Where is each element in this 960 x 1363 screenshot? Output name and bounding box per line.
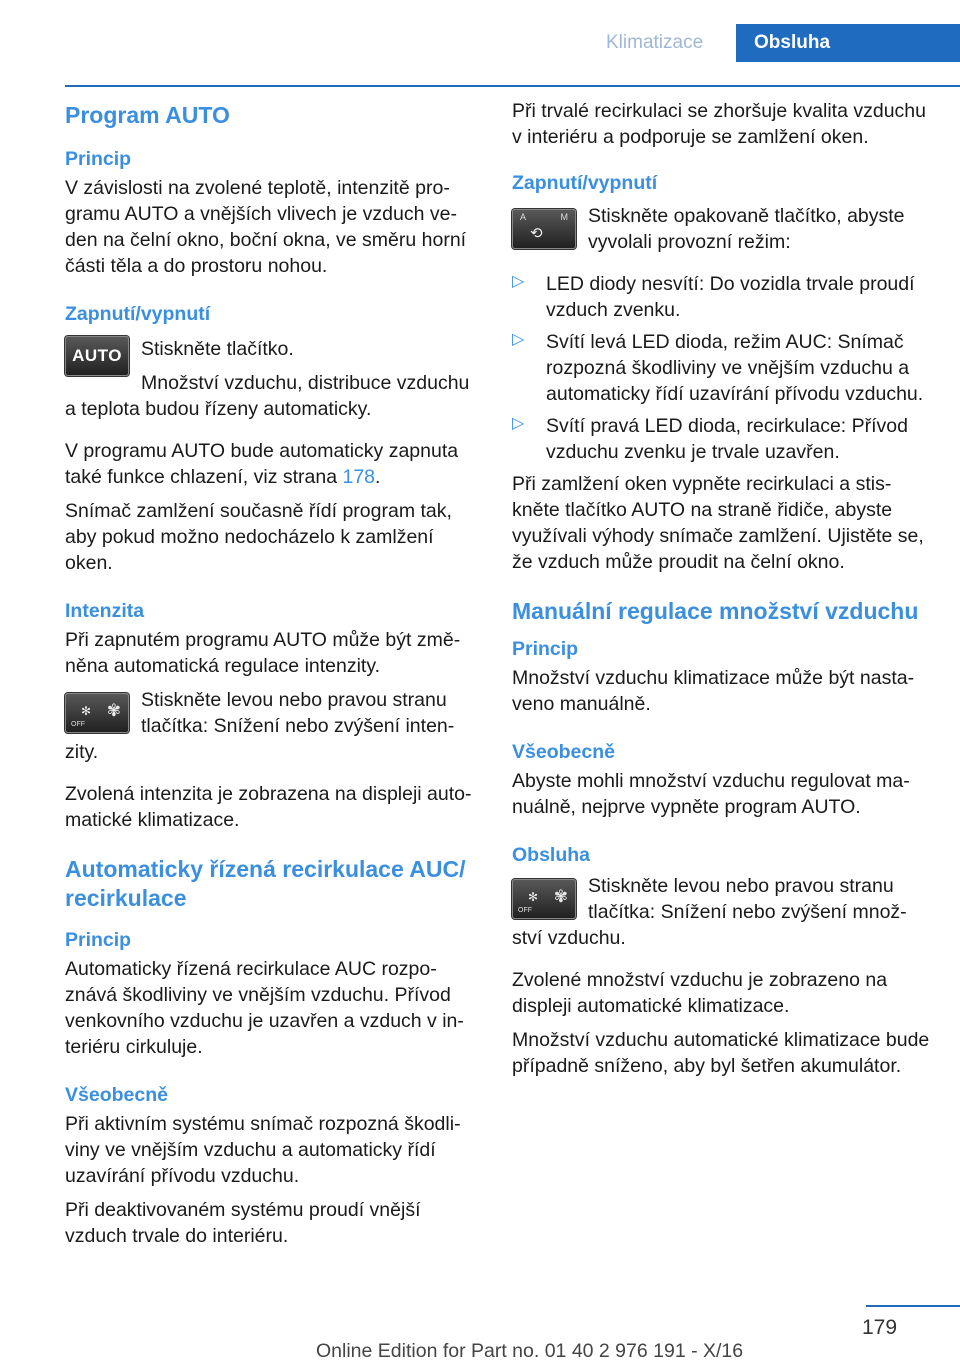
fan-icon: ✾ xyxy=(553,887,568,906)
right-column xyxy=(512,98,930,1079)
fan-button-icon-2: ✻ OFF ✾ xyxy=(512,879,576,919)
paragraph-deaktivovanem: Při deaktivovaném systému proudí vnější vzduch trvale do interiéru. xyxy=(65,1199,421,1247)
footer-rule xyxy=(866,1305,960,1307)
triangle-bullet-icon: ▷ xyxy=(512,331,525,348)
paragraph-zvolena: Zvolená intenzita je zobrazena na displeji automatické klimatizace. xyxy=(65,783,472,831)
heading-zapnuti: Zapnutí/vypnutí xyxy=(65,303,211,325)
heading-vseobecne-manual: Všeobecně xyxy=(512,741,615,763)
paragraph-intenzita: Při zapnutém programu AUTO může být změněna automatická regulace intenzity. xyxy=(65,629,461,677)
heading-intenzita: Intenzita xyxy=(65,600,145,622)
paragraph-snizeno: Množství vzduchu automatické klimatizace bude případně sníženo, aby byl šetřen akumulátor. xyxy=(512,1029,930,1077)
page-number: 179 xyxy=(862,1316,898,1339)
auto-button-icon: AUTO xyxy=(65,336,129,376)
fan-button-image xyxy=(65,693,129,733)
fan-button-image-2 xyxy=(512,879,576,919)
heading-zapnuti-recirkulace: Zapnutí/vypnutí xyxy=(512,172,658,194)
paragraph-zamlzeni: Při zamlžení oken vypněte recirkulaci a stiskněte tlačítko AUTO na straně řidiče, abyste využívali výhody snímače zamlžení. Ujistěte se, že vzduch může proudit na čelní okno. xyxy=(512,473,924,573)
paragraph-stisknete-mnozstvi: Stiskněte levou nebo pravou stranu tlačítka: Snížení nebo zvýšení množství vzduchu. xyxy=(512,875,907,949)
header-rule xyxy=(65,85,960,87)
list-item: ▷ Svítí pravá LED dioda, recirkulace: Přívod vzduchu zvenku je trvale uzavřen. xyxy=(512,415,908,463)
heading-auc: Automaticky řízená recirkulace AUC/ recirkulace xyxy=(65,856,466,911)
heading-vseobecne: Všeobecně xyxy=(65,1084,168,1106)
list-item: ▷ Svítí levá LED dioda, režim AUC: Snímač rozpozná škodliviny ve vnějším vzduchu a automaticky řídí uzavírání přívodu vzduchu. xyxy=(512,331,924,405)
paragraph-princip-auc: Automaticky řízená recirkulace AUC rozpoznává škodliviny ve vnějším vzduchu. Přívod venkovního vzduchu je uzavřen a vzduch v interiéru cirkuluje. xyxy=(65,958,464,1058)
heading-program-auto: Program AUTO xyxy=(65,102,230,128)
triangle-bullet-icon: ▷ xyxy=(512,273,525,290)
heading-princip: Princip xyxy=(65,148,132,170)
paragraph-zvolene: Zvolené množství vzduchu je zobrazeno na displeji automatické klimatizace. xyxy=(512,969,888,1017)
fan-icon: ✾ xyxy=(106,701,121,720)
heading-manualni: Manuální regulace množství vzduchu xyxy=(512,598,919,624)
car-recirculation-icon: ⟲ xyxy=(530,225,543,242)
paragraph-stisknete: Stiskněte tlačítko. xyxy=(141,338,294,360)
recirculation-button-image xyxy=(512,209,576,249)
list-item: ▷ LED diody nesvítí: Do vozidla trvale proudí vzduch zvenku. xyxy=(512,273,915,321)
paragraph-mnozstvi: Množství vzduchu, distribuce vzduchu a teplota budou řízeny automaticky. xyxy=(65,372,470,420)
page-header xyxy=(0,24,960,62)
mode-list xyxy=(512,271,930,465)
fan-button-icon: ✻ OFF ✾ xyxy=(65,693,129,733)
heading-princip-manual: Princip xyxy=(512,638,579,660)
paragraph-princip-manual: Množství vzduchu klimatizace může být nastaveno manuálně. xyxy=(512,667,915,715)
paragraph-opakovane: Stiskněte opakovaně tlačítko, abyste vyvolali provozní režim: xyxy=(588,205,905,253)
paragraph-vseobecne-manual: Abyste mohli množství vzduchu regulovat manuálně, nejprve vypněte program AUTO. xyxy=(512,770,910,818)
edition-footer: Online Edition for Part no. 01 40 2 976 191 - X/16 xyxy=(316,1340,744,1362)
recirculation-button-icon: A M ⟲ xyxy=(512,209,576,249)
heading-obsluha: Obsluha xyxy=(512,844,591,866)
paragraph-snimac: Snímač zamlžení současně řídí program tak, aby pokud možno nedocházelo k zamlžení oken. xyxy=(65,500,452,574)
paragraph-trvale: Při trvalé recirkulaci se zhoršuje kvalita vzduchu v interiéru a podporuje se zamlžení oken. xyxy=(512,100,926,148)
paragraph-vseobecne: Při aktivním systému snímač rozpozná škodliviny ve vnějším vzduchu a automaticky řídí uzavírání přívodu vzduchu. xyxy=(65,1113,461,1187)
fan-small-icon: ✻ xyxy=(81,704,92,718)
left-column xyxy=(65,98,478,1249)
paragraph-princip: V závislosti na zvolené teplotě, intenzitě programu AUTO a vnějších vlivech je vzduch veden na čelní okno, boční okna, ve směru horní části těla a do prostoru nohou. xyxy=(65,177,467,277)
triangle-bullet-icon: ▷ xyxy=(512,415,525,432)
fan-small-icon: ✻ xyxy=(528,890,539,904)
heading-princip-auc: Princip xyxy=(65,929,132,951)
header-chapter-tab: Obsluha xyxy=(736,24,960,62)
paragraph-programu: V programu AUTO bude automaticky zapnuta také funkce chlazení, viz strana 178. xyxy=(65,440,459,488)
paragraph-stisknete-levou: Stiskněte levou nebo pravou stranu tlačítka: Snížení nebo zvýšení intenzity. xyxy=(65,689,455,763)
page-link-178[interactable]: 178 xyxy=(342,466,376,488)
auto-button-image xyxy=(65,336,129,376)
header-section-label: Klimatizace xyxy=(606,32,704,53)
